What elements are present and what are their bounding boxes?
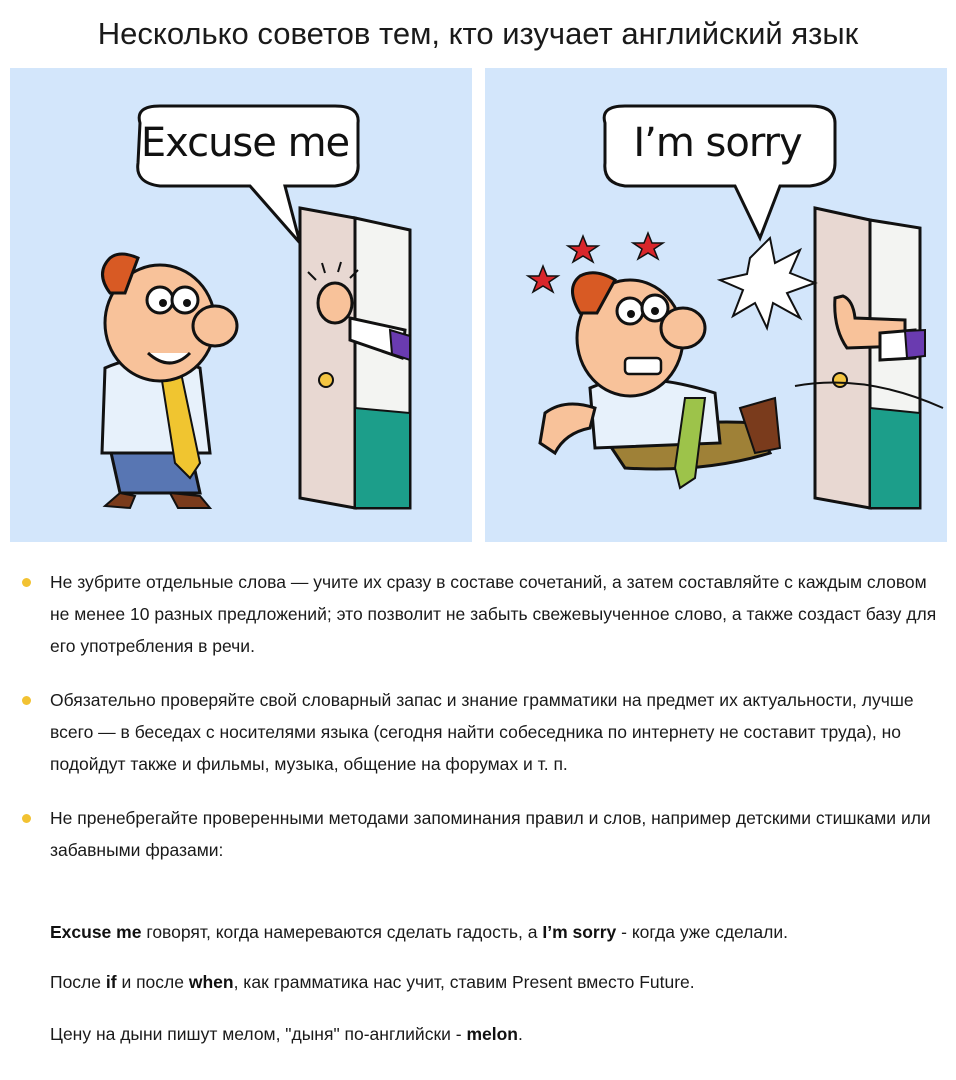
bubble-text-im-sorry: I’m sorry [633,120,802,166]
rhyme-text: говорят, когда намереваются сделать гадость, а [141,922,543,942]
list-item [20,802,940,866]
list-item [20,566,940,662]
tip-text: Обязательно проверяйте свой словарный запас и знание грамматики на предмет их актуальности, лучше всего — в беседах с носителями языка (сегодня найти собеседника по интернету не составит труда), но подойдут также и фильмы, музыка, общение на форумах и т. п. [50,690,914,774]
tip-text: Не зубрите отдельные слова — учите их сразу в составе сочетаний, а затем составляйте с каждым словом не менее 10 разных предложений; это позволит не забыть свежевыученное слово, а также создаст базу для его употребления в речи. [50,572,937,656]
keyword: Excuse me [50,922,142,942]
keyword: melon [466,1024,518,1044]
list-item [20,684,940,780]
bullet-dot-icon [22,814,31,823]
rhyme-if-when [50,968,950,996]
rhyme-text: , как грамматика нас учит, ставим Present вместо Future. [233,972,695,992]
bubble-text-excuse-me: Excuse me [140,120,350,166]
rhyme-text: После [50,972,106,992]
rhyme-text: - когда уже сделали. [616,922,788,942]
rhyme-melon [50,1020,950,1048]
rhyme-excuse-sorry [50,918,950,946]
tips-list [20,566,940,888]
bullet-dot-icon [22,578,31,587]
rhyme-text: Цену на дыни пишут мелом, "дыня" по-английски - [50,1024,467,1044]
illustration-excuse-me [10,68,472,542]
keyword: I’m sorry [542,922,617,942]
keyword: if [105,972,117,992]
bullet-dot-icon [22,696,31,705]
tip-text: Не пренебрегайте проверенными методами запоминания правил и слов, например детскими стишками или забавными фразами: [50,808,931,860]
rhyme-text: и после [116,972,189,992]
illustration-im-sorry [485,68,947,542]
page-title: Несколько советов тем, кто изучает английский язык [97,16,859,51]
keyword: when [188,972,234,992]
rhyme-text: . [518,1024,523,1044]
